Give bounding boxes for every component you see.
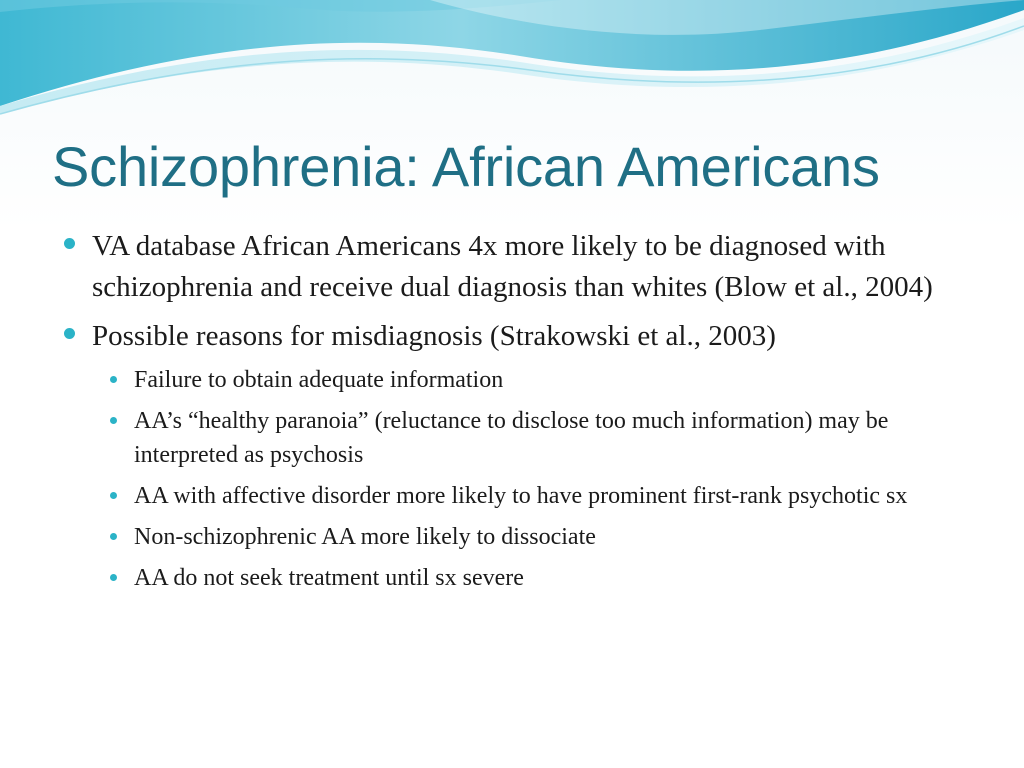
bullet-dot-icon [64, 328, 75, 339]
bullet-text: VA database African Americans 4x more likely to be diagnosed with schizophrenia and receive dual diagnosis than whites (Blow et al., 2004) [92, 230, 933, 303]
sub-bullet-text: AA’s “healthy paranoia” (reluctance to disclose too much information) may be interpreted as psychosis [134, 408, 889, 468]
sub-bullet-text: Non-schizophrenic AA more likely to dissociate [134, 524, 596, 550]
sub-bullet-dot-icon [110, 417, 117, 424]
bullet-list [64, 226, 994, 603]
sub-bullet-text: Failure to obtain adequate information [134, 367, 504, 393]
sub-bullet-item [92, 520, 994, 554]
sub-bullet-item [92, 479, 994, 513]
sub-bullet-dot-icon [110, 533, 117, 540]
sub-bullet-text: AA with affective disorder more likely to have prominent first-rank psychotic sx [134, 483, 908, 509]
sub-bullet-dot-icon [110, 492, 117, 499]
bullet-dot-icon [64, 238, 75, 249]
slide-title: Schizophrenia: African Americans [52, 135, 880, 198]
sub-bullet-item [92, 363, 994, 397]
sub-bullet-list [92, 363, 994, 595]
sub-bullet-item [92, 561, 994, 595]
bullet-item [64, 226, 994, 308]
bullet-text: Possible reasons for misdiagnosis (Strakowski et al., 2003) [92, 320, 776, 352]
sub-bullet-dot-icon [110, 574, 117, 581]
sub-bullet-text: AA do not seek treatment until sx severe [134, 565, 524, 591]
bullet-item [64, 316, 994, 595]
sub-bullet-item [92, 404, 994, 472]
decorative-wave-header [0, 0, 1024, 120]
sub-bullet-dot-icon [110, 376, 117, 383]
